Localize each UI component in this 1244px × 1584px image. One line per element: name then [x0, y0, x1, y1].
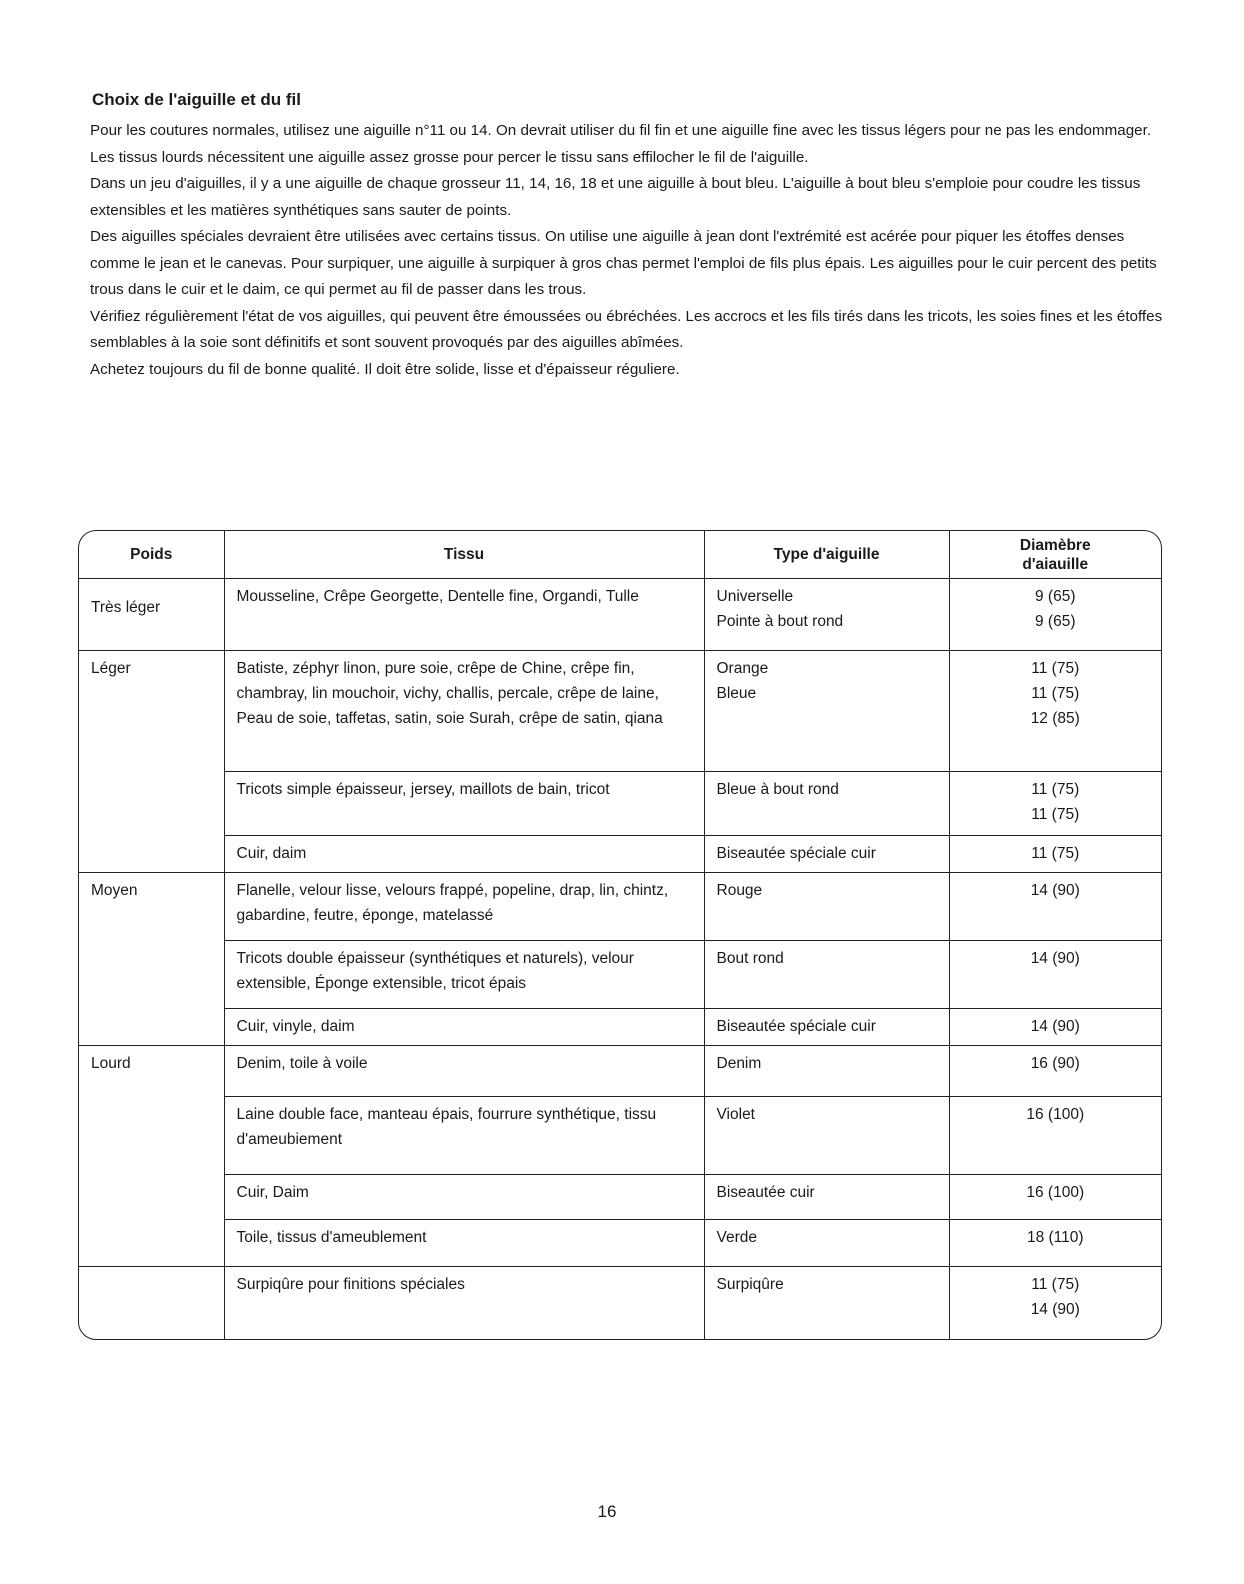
diametre-cell: [949, 836, 1161, 873]
type-cell: [704, 1008, 949, 1045]
diametre-line: 11 (75): [1031, 845, 1080, 863]
diametre-line: 16 (90): [1030, 1054, 1080, 1072]
type-cell: [704, 1220, 949, 1267]
diametre-line: 16 (100): [1026, 1184, 1085, 1202]
header-diametre: [949, 531, 1161, 579]
paragraph: Vérifiez régulièrement l'état de vos aiguilles, qui peuvent être émoussées ou ébréchées. Les accrocs et les fils tirés dans les tricots, les soies fines et les étoffes semblables à la soie sont définitifs et sont souvent provoqués par des aiguilles abîmées.: [90, 307, 1163, 351]
type-cell: [704, 873, 949, 941]
group-label-tres-leger: Très léger: [79, 579, 224, 651]
type-line: Bleue: [716, 685, 757, 703]
header-type: Type d'aiguille: [704, 531, 949, 579]
diametre-line: 14 (90): [1030, 882, 1080, 900]
diametre-line: 11 (75): [1031, 660, 1080, 678]
diametre-cell: [949, 1096, 1161, 1174]
header-poids: Poids: [79, 531, 224, 579]
diametre-cell: [949, 1267, 1161, 1339]
paragraph: Dans un jeu d'aiguilles, il y a une aiguille de chaque grosseur 11, 14, 16, 18 et une aiguille à bout bleu. L'aiguille à bout bleu s'emploie pour coudre les tissus extensibles et les matières synthétiques sans sauter de points.: [90, 175, 1141, 219]
page-number: 16: [597, 1502, 617, 1521]
diametre-line: 9 (65): [1035, 613, 1076, 631]
diametre-cell: [949, 1220, 1161, 1267]
type-cell: [704, 1267, 949, 1339]
diametre-line: 11 (75): [1031, 781, 1080, 799]
table-row: [79, 836, 1161, 873]
table-row: [79, 651, 1161, 772]
table-row: [79, 1267, 1161, 1339]
needle-table-frame: [78, 530, 1162, 1340]
type-line: Surpiqûre: [716, 1276, 784, 1294]
diametre-line: 9 (65): [1035, 588, 1076, 606]
diametre-cell: [949, 1008, 1161, 1045]
intro-text: [90, 118, 1170, 383]
header-diametre-line: Diamèbre: [1019, 536, 1091, 554]
paragraph: Des aiguilles spéciales devraient être utilisées avec certains tissus. On utilise une aiguille à jean dont l'extrémité est acérée pour piquer les étoffes denses comme le jean et le canevas. Pour surpiquer, une aiguille à surpiquer à gros chas permet l'emploi de fils plus épais. Les aiguilles pour le cuir percent des petits trous dans le cuir et le daim, ce qui permet au fil de passer dans les trous.: [90, 228, 1157, 298]
type-cell: [704, 579, 949, 651]
diametre-line: 18 (110): [1026, 1229, 1084, 1247]
diametre-cell: [949, 1045, 1161, 1096]
paragraph: Achetez toujours du fil de bonne qualité. Il doit être solide, lisse et d'épaisseur réguliere.: [90, 360, 680, 378]
diametre-line: 12 (85): [1030, 710, 1080, 728]
diametre-line: 11 (75): [1031, 685, 1080, 703]
diametre-line: 11 (75): [1031, 806, 1080, 824]
diametre-line: 16 (100): [1026, 1105, 1085, 1123]
table-row: [79, 873, 1161, 941]
type-line: Bout rond: [716, 949, 784, 967]
tissu-cell: Cuir, daim: [224, 836, 704, 873]
diametre-cell: [949, 940, 1161, 1008]
type-line: Denim: [716, 1054, 762, 1072]
header-tissu: Tissu: [224, 531, 704, 579]
tissu-cell: Cuir, Daim: [224, 1175, 704, 1220]
type-line: Pointe à bout rond: [716, 613, 844, 631]
type-cell: [704, 940, 949, 1008]
type-line: Biseautée spéciale cuir: [716, 1017, 876, 1035]
tissu-cell: Surpiqûre pour finitions spéciales: [224, 1267, 704, 1339]
type-cell: [704, 836, 949, 873]
group-label-moyen: Moyen: [79, 873, 224, 1046]
group-label-leger: Léger: [79, 651, 224, 873]
diametre-line: 11 (75): [1031, 1276, 1080, 1294]
diametre-cell: [949, 873, 1161, 941]
type-line: Universelle: [716, 588, 794, 606]
diametre-cell: [949, 579, 1161, 651]
tissu-cell: Mousseline, Crêpe Georgette, Dentelle fine, Organdi, Tulle: [224, 579, 704, 651]
group-label-empty: [79, 1267, 224, 1339]
type-cell: [704, 772, 949, 836]
type-line: Orange: [716, 660, 769, 678]
table-row: [79, 772, 1161, 836]
tissu-cell: Tricots double épaisseur (synthétiques et naturels), velour extensible, Éponge extensible, tricot épais: [224, 940, 704, 1008]
type-line: Violet: [716, 1105, 755, 1123]
table-row: [79, 940, 1161, 1008]
tissu-cell: Cuir, vinyle, daim: [224, 1008, 704, 1045]
type-cell: [704, 1096, 949, 1174]
diametre-cell: [949, 1175, 1161, 1220]
diametre-line: 14 (90): [1030, 949, 1080, 967]
tissu-cell: Denim, toile à voile: [224, 1045, 704, 1096]
table-row: [79, 1008, 1161, 1045]
table-row: [79, 1175, 1161, 1220]
table-header-row: [79, 531, 1161, 579]
table-row: [79, 1220, 1161, 1267]
section-heading: Choix de l'aiguille et du fil: [92, 90, 302, 109]
diametre-line: 14 (90): [1030, 1301, 1080, 1319]
type-cell: [704, 1045, 949, 1096]
tissu-cell: Flanelle, velour lisse, velours frappé, popeline, drap, lin, chintz, gabardine, feutre, éponge, matelassé: [224, 873, 704, 941]
paragraph: Pour les coutures normales, utilisez une aiguille n°11 ou 14. On devrait utiliser du fil fin et une aiguille fine avec les tissus légers pour ne pas les endommager. Les tissus lourds nécessitent une aiguille assez grosse pour percer le tissu sans effilocher le fil de l'aiguille.: [90, 122, 1152, 166]
type-cell: [704, 651, 949, 772]
tissu-cell: Laine double face, manteau épais, fourrure synthétique, tissu d'ameubiement: [224, 1096, 704, 1174]
group-label-lourd: Lourd: [79, 1045, 224, 1267]
diametre-cell: [949, 772, 1161, 836]
type-line: Bleue à bout rond: [716, 781, 839, 799]
table-row: [79, 1045, 1161, 1096]
type-line: Verde: [716, 1229, 758, 1247]
header-diametre-line: d'aiauille: [1022, 555, 1089, 573]
diametre-line: 14 (90): [1030, 1017, 1080, 1035]
type-line: Rouge: [716, 882, 763, 900]
diametre-cell: [949, 651, 1161, 772]
type-line: Biseautée spéciale cuir: [716, 845, 876, 863]
tissu-cell: Tricots simple épaisseur, jersey, maillots de bain, tricot: [224, 772, 704, 836]
table-row: [79, 579, 1161, 651]
table-row: [79, 1096, 1161, 1174]
type-cell: [704, 1175, 949, 1220]
type-line: Biseautée cuir: [716, 1184, 815, 1202]
tissu-cell: Batiste, zéphyr linon, pure soie, crêpe de Chine, crêpe fin, chambray, lin mouchoir, vichy, challis, percale, crêpe de laine, Peau de soie, taffetas, satin, soie Surah, crêpe de satin, qiana: [224, 651, 704, 772]
tissu-cell: Toile, tissus d'ameublement: [224, 1220, 704, 1267]
needle-table: [79, 531, 1161, 1339]
